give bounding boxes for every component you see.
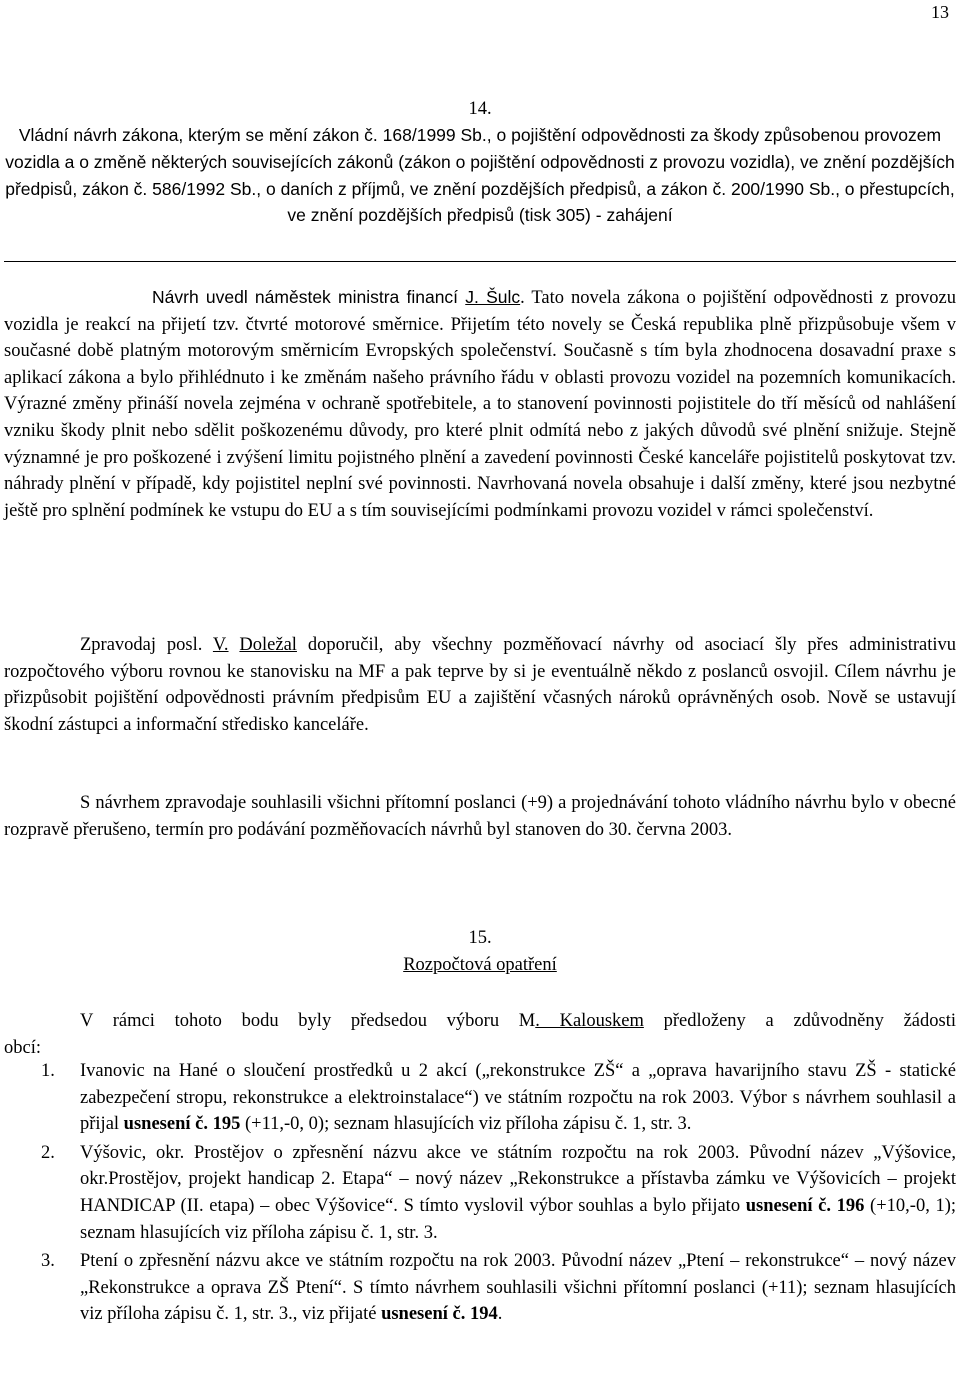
- item-14-title: Vládní návrh zákona, kterým se mění zákon č. 168/1999 Sb., o pojištění odpovědnosti za škody způsobenou provozem vozidla a o změně některých souvisejících zákonů (zákon o pojištění odpovědnosti z provozu vozidla), ve znění pozdějších předpisů, zákon č. 586/1992 Sb., o daních z příjmů, ve znění pozdějších předpisů, a zákon č. 200/1990 Sb., o přestupcích, ve znění pozdějších předpisů (tisk 305) - zahájení: [5, 125, 955, 226]
- intro-chair-name: . Kalouskem: [535, 1011, 644, 1031]
- list-item-text: Ivanovic na Hané o sloučení prostředků u 2 akcí („rekonstrukce ZŠ“ a „oprava havarijního stavu ZŠ - statické zabezpečení stropu, rekonstrukce a elektroinstalace“) ve státním rozpočtu na rok 2003. Výbor s návrhem souhlasil a přijal: [80, 1061, 956, 1135]
- list-item: [4, 1058, 956, 1138]
- list-item-text-end: .: [497, 1304, 503, 1325]
- page-number: 13: [931, 2, 949, 22]
- resolution-number: usnesení č. 194: [381, 1304, 498, 1325]
- resolution-number: usnesení č. 196: [745, 1195, 865, 1216]
- p2-name-initial: V.: [212, 635, 229, 655]
- p2-intro: Zpravodaj posl.: [80, 635, 213, 655]
- list-item-number: 1.: [41, 1061, 55, 1081]
- item-15-title: [4, 952, 956, 979]
- intro-text-a: V rámci tohoto bodu byly předsedou výboru M: [80, 1011, 536, 1031]
- list-item-number: 2.: [41, 1142, 55, 1163]
- p2-name-surname: Doležal: [239, 635, 297, 655]
- list-item-text-end: (+10,-0, 1); seznam hlasujících viz příloha zápisu č. 1, str. 3.: [80, 1195, 957, 1243]
- list-item: [4, 1140, 956, 1246]
- item-14-paragraph-1: [4, 284, 956, 524]
- intro-text-b: předloženy a zdůvodněny žádosti: [643, 1011, 956, 1031]
- resolution-number: usnesení č. 195: [123, 1114, 241, 1135]
- item-15-title-text: Rozpočtová opatření: [403, 955, 557, 975]
- item-14-paragraph-3: S návrhem zpravodaje souhlasili všichni přítomní poslanci (+9) a projednávání tohoto vládního návrhu bylo v obecné rozpravě přerušeno, termín pro podávání pozměňovacích návrhů byl stanoven do 30. června 2003.: [4, 793, 956, 840]
- divider: [4, 261, 956, 262]
- item-15-number: 15.: [468, 928, 492, 948]
- p2-body: doporučil, aby všechny pozměňovací návrhy od asociací šly přes administrativu rozpočtového výboru rovnou ke stanovisku na MF a pak teprve by si je eventuálně někdo z poslanců osvojil. Cílem návrhu je přizpůsobit pojištění odpovědnosti právním předpisům EU a zajištění včasných nároků oprávněných osob. Nově se ustavují škodní zástupci a informační středisko kanceláře.: [4, 635, 956, 735]
- item-15-list: [4, 1058, 956, 1328]
- p1-speaker: J. Šulc: [465, 287, 521, 307]
- list-item-number: 3.: [41, 1251, 55, 1272]
- list-item-text: Výšovic, okr. Prostějov o zpřesnění názvu akce ve státním rozpočtu na rok 2003. Původní název „Výšovice, okr.Prostějov, projekt handicap 2. Etapa“ – nový název „Rekonstrukce a přístavba zámku ve Výšovicích – projekt HANDICAP (II. etapa) – obec Výšovice“. S tímto vyslovil výbor souhlas a bylo přijato: [80, 1142, 956, 1216]
- list-item-text-end: (+11,-0, 0); seznam hlasujících viz příloha zápisu č. 1, str. 3.: [240, 1114, 692, 1135]
- list-item: [4, 1248, 956, 1328]
- item-15-intro: [4, 1008, 956, 1061]
- intro-text-c: obcí:: [4, 1037, 41, 1058]
- item-14-paragraph-2: [4, 632, 956, 738]
- p1-intro: Návrh uvedl náměstek ministra financí: [152, 287, 466, 307]
- item-14-number: 14.: [468, 99, 492, 119]
- p1-body: . Tato novela zákona o pojištění odpovědnosti z provozu vozidla je reakcí na přijetí tzv. čtvrté motorové směrnice. Přijetím této novely se Česká republika plně přizpůsobuje všem v současné době platným motorovým směrnicím Evropských společenství. Současně s tím byla zhodnocena dosavadní praxe s aplikací zákona a bylo přihlédnuto i ke změnám našeho právního řádu v oblasti provozu vozidel na pozemních komunikacích. Výrazné změny přináší novela zejména v ochraně spotřebitele, a to stanovení povinnosti pojistitele do tří měsíců od nahlášení vzniku škody plnit nebo sdělit poškozenému důvody, pro které plnit odmítá nebo z jakých důvodů své plnění snižuje. Stejně významné je pro poškozené i zvýšení limitu pojistného plnění a zavedení povinnosti České kanceláře pojistitelů poskytovat tzv. náhrady plnění v případě, kdy pojistitel neplní své povinnosti. Navrhovaná novela obsahuje i další změny, které jsou nezbytné ještě pro splnění podmínek ke vstupu do EU a s tím souvisejícími podmínkami provozu vozidel v rámci společenství.: [4, 288, 956, 521]
- list-item-text: Ptení o zpřesnění názvu akce ve státním rozpočtu na rok 2003. Původní název „Ptení – rekonstrukce“ – nový název „Rekonstrukce a oprava ZŠ Ptení“. S tímto návrhem souhlasili všichni přítomní poslanci (+11); seznam hlasujících viz příloha zápisu č. 1, str. 3., viz přijaté: [80, 1251, 956, 1325]
